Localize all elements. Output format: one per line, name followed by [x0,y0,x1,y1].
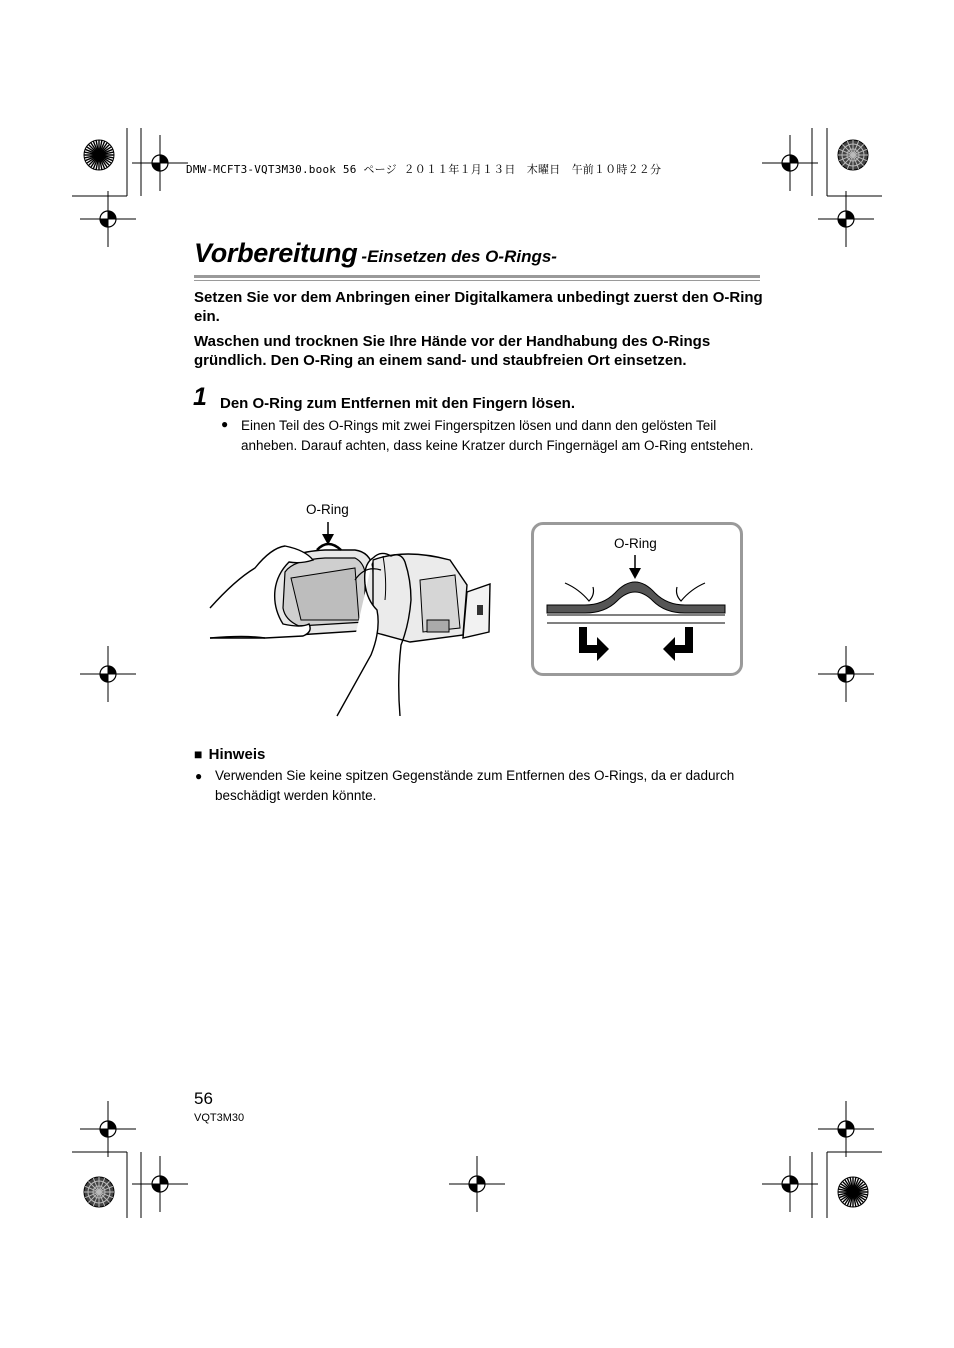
hands-removing-oring-illustration [205,520,500,718]
down-arrow-icon [322,522,334,545]
page-title-main: Vorbereitung [194,238,358,268]
bullet-icon: ● [221,417,229,431]
page-number: 56 [194,1089,213,1108]
oring-lifting-detail-diagram [545,553,727,665]
step-heading: Den O-Ring zum Entfernen mit den Fingern lösen. [220,395,576,412]
turn-left-arrow-icon [663,627,693,661]
note-heading [194,746,265,763]
figure-left-label: O-Ring [306,502,349,517]
note-heading-text: Hinweis [208,746,266,763]
turn-right-arrow-icon [579,627,609,661]
down-arrow-icon [629,555,641,579]
note-marker-icon: ■ [194,746,203,762]
print-header-line: DMW-MCFT3-VQT3M30.book 56 ページ ２０１１年１月１３日 木曜日 午前１０時２２分 [186,163,662,176]
note-bullet-text: Verwenden Sie keine spitzen Gegenstände zum Entfernen des O-Rings, da er dadurch beschädigt werden könnte. [215,768,735,803]
step-bullet-text: Einen Teil des O-Rings mit zwei Fingerspitzen lösen und dann den gelösten Teil anheben. Darauf achten, dass keine Kratzer durch Fingernägel am O-Ring entstehen. [241,418,754,453]
intro-paragraph-2: Waschen und trocknen Sie Ihre Hände vor der Handhabung des O-Rings gründlich. Den O-Ring an einem sand- und staubfreien Ort einsetzen. [194,333,711,369]
document-code: VQT3M30 [194,1112,245,1124]
intro-paragraph-1: Setzen Sie vor dem Anbringen einer Digitalkamera unbedingt zuerst den O-Ring ein. [194,289,763,325]
title-rule [194,275,760,278]
figure-right-label: O-Ring [614,536,657,551]
step-number: 1 [193,383,207,411]
page-title [194,238,557,269]
title-rule-thin [194,280,760,281]
page-title-sub: -Einsetzen des O-Rings- [361,247,557,266]
bullet-icon: ● [195,769,203,783]
